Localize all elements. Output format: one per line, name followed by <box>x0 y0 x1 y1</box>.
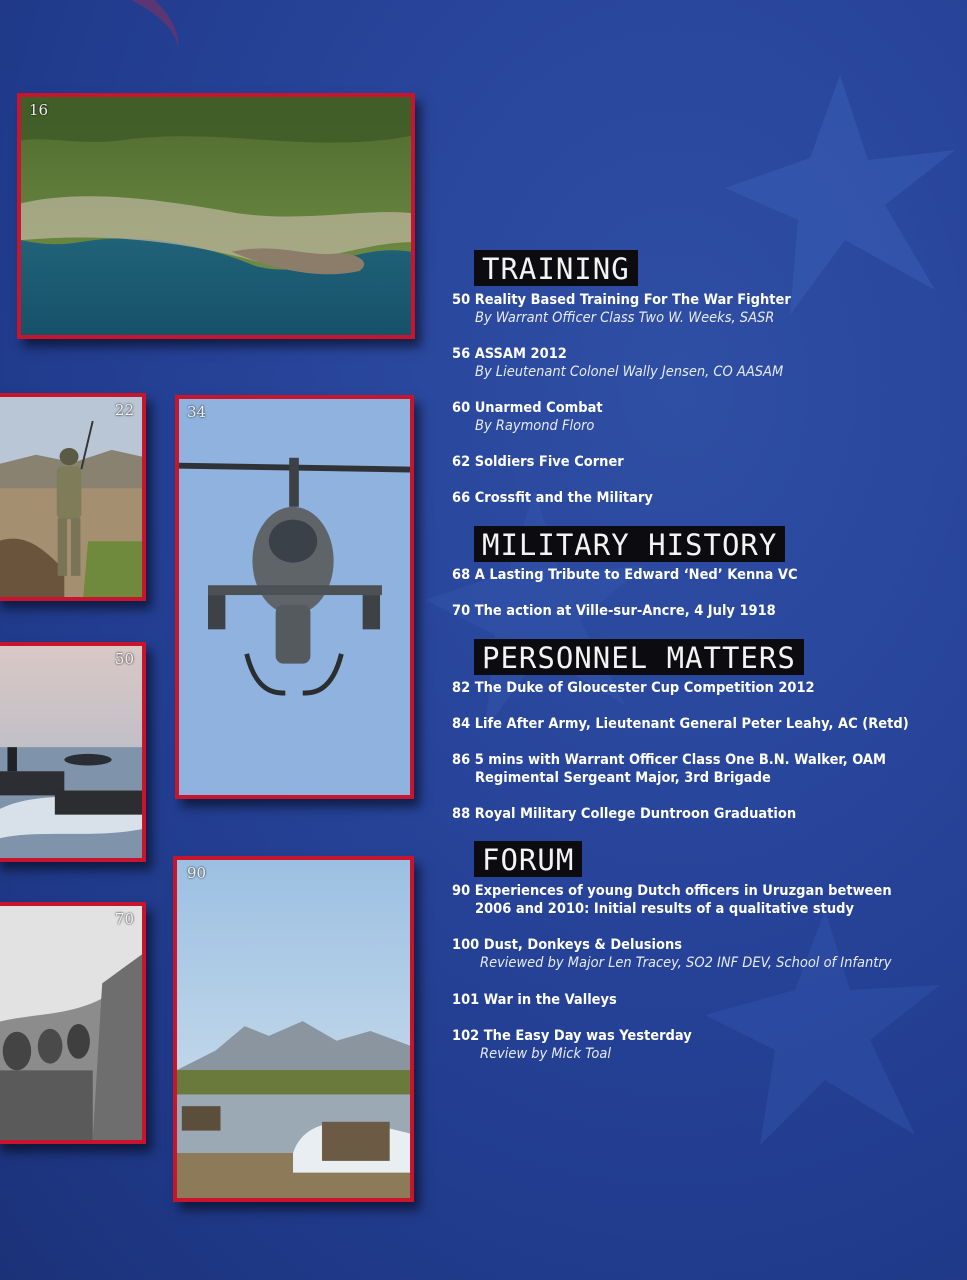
entry-title: 101 War in the Valleys <box>452 992 617 1008</box>
entry-byline: By Warrant Officer Class Two W. Weeks, SASR <box>475 310 775 326</box>
photo-boats <box>0 642 146 862</box>
entry-title: 100 Dust, Donkeys & Delusions <box>452 937 683 953</box>
photo-helicopter <box>175 395 414 799</box>
entry-byline: Reviewed by Major Len Tracey, SO2 INF DEV, School of Infantry <box>480 955 892 971</box>
section-training <box>452 250 638 286</box>
section-heading: MILITARY HISTORY <box>474 526 785 562</box>
entry-title: 102 The Easy Day was Yesterday <box>452 1028 692 1044</box>
entry-title: 70 The action at Ville-sur-Ancre, 4 July 1918 <box>452 603 776 619</box>
entry-title: 82 The Duke of Gloucester Cup Competition 2012 <box>452 680 815 696</box>
entry-title: 84 Life After Army, Lieutenant General Peter Leahy, AC (Retd) <box>452 716 909 732</box>
photo-aerial-town <box>17 93 415 339</box>
soldier-patrol-image <box>0 397 142 597</box>
page-number-label: 90 <box>187 864 207 882</box>
boats-image <box>0 646 142 858</box>
section-heading: PERSONNEL MATTERS <box>474 639 804 675</box>
entry-title-continuation: Regimental Sergeant Major, 3rd Brigade <box>475 770 771 786</box>
entry-title: 62 Soldiers Five Corner <box>452 454 624 470</box>
entry-title: 66 Crossfit and the Military <box>452 490 653 506</box>
toc-entry[interactable] <box>452 489 653 507</box>
helicopter-image <box>179 399 410 795</box>
entry-title: 88 Royal Military College Duntroon Graduation <box>452 806 797 822</box>
trench-image <box>0 906 142 1140</box>
entry-title: 90 Experiences of young Dutch officers in Uruzgan between <box>452 883 892 899</box>
entry-title: 50 Reality Based Training For The War Fighter <box>452 292 791 308</box>
section-heading: TRAINING <box>474 250 638 286</box>
entry-title-continuation: 2006 and 2010: Initial results of a qualitative study <box>475 901 854 917</box>
entry-title: 86 5 mins with Warrant Officer Class One B.N. Walker, OAM <box>452 752 886 768</box>
armoured-vehicles-image <box>177 860 410 1198</box>
toc-entry[interactable] <box>452 715 909 733</box>
toc-entry[interactable] <box>452 453 624 471</box>
toc-entry[interactable] <box>452 1027 692 1063</box>
page-number-label: 16 <box>29 101 49 119</box>
entry-byline: By Raymond Floro <box>475 418 595 434</box>
toc-entry[interactable] <box>452 751 886 787</box>
page-number-label: 22 <box>114 401 134 419</box>
page-number-label: 50 <box>114 650 134 668</box>
toc-entry[interactable] <box>452 602 776 620</box>
photo-armoured-vehicles <box>173 856 414 1202</box>
toc-entry[interactable] <box>452 882 892 918</box>
section-forum <box>452 841 582 877</box>
toc-entry[interactable] <box>452 566 798 584</box>
photo-trench <box>0 902 146 1144</box>
toc-entry[interactable] <box>452 805 796 823</box>
section-heading: FORUM <box>474 841 582 877</box>
toc-entry[interactable] <box>452 679 815 697</box>
toc-entry[interactable] <box>452 936 891 972</box>
section-personnel-matters <box>452 639 804 675</box>
toc-entry[interactable] <box>452 345 783 381</box>
section-military-history <box>452 526 785 562</box>
photo-soldier-patrol <box>0 393 146 601</box>
toc-entry[interactable] <box>452 399 603 435</box>
toc-entry[interactable] <box>452 991 617 1009</box>
page-number-label: 70 <box>114 910 134 928</box>
entry-title: 60 Unarmed Combat <box>452 400 603 416</box>
entry-byline: By Lieutenant Colonel Wally Jensen, CO AASAM <box>475 364 784 380</box>
entry-title: 56 ASSAM 2012 <box>452 346 567 362</box>
entry-byline: Review by Mick Toal <box>480 1046 611 1062</box>
entry-title: 68 A Lasting Tribute to Edward ‘Ned’ Kenna VC <box>452 567 798 583</box>
page-number-label: 34 <box>187 403 207 421</box>
aerial-town-image <box>21 97 411 335</box>
toc-entry[interactable] <box>452 291 791 327</box>
